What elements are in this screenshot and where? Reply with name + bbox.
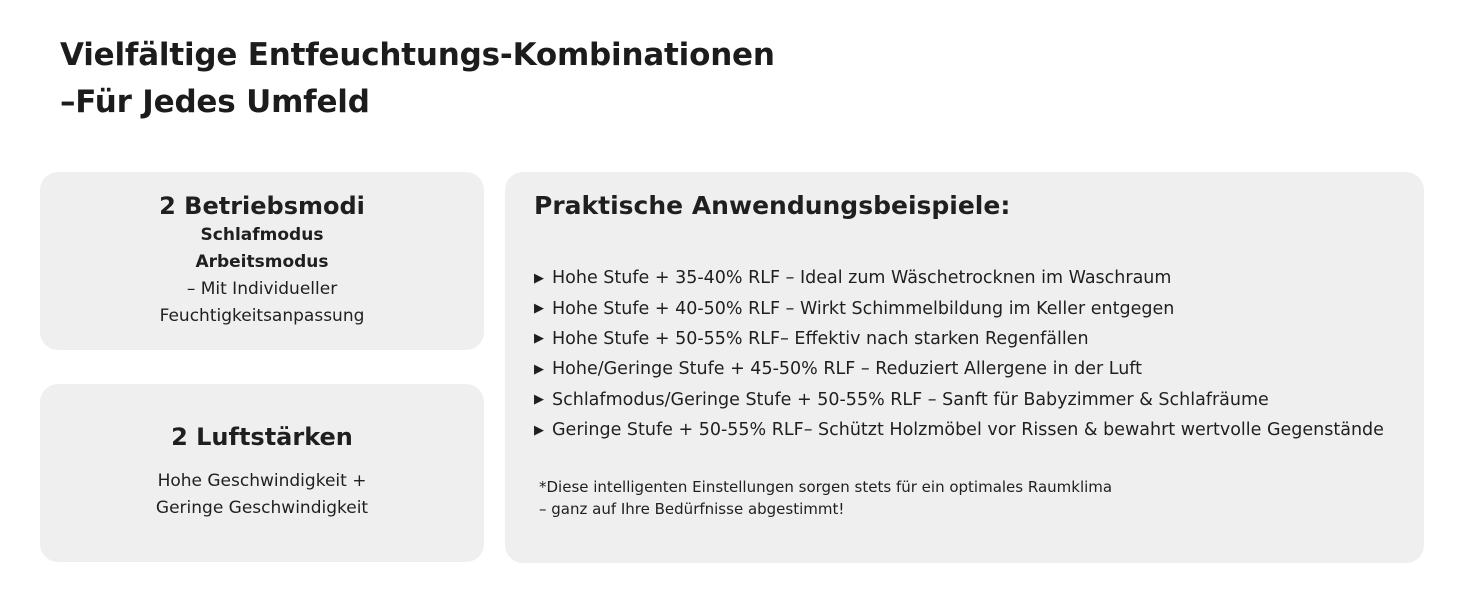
example-text: Schlafmodus/Geringe Stufe + 50-55% RLF – Sanft für Babyzimmer & Schlafräume — [552, 389, 1269, 410]
operating-modes-card — [40, 172, 484, 350]
example-text: Hohe Stufe + 50-55% RLF– Effektiv nach starken Regenfällen — [552, 328, 1089, 349]
air-speeds-heading: 2 Luftstärken — [171, 423, 353, 451]
play-triangle-icon: ▶ — [534, 331, 544, 347]
low-speed-label: Geringe Geschwindigkeit — [155, 498, 369, 518]
example-text: Hohe/Geringe Stufe + 45-50% RLF – Reduziert Allergene in der Luft — [552, 359, 1143, 380]
application-examples-list — [534, 263, 1424, 445]
footnote — [534, 476, 1424, 520]
list-item — [534, 385, 1424, 415]
list-item — [534, 324, 1424, 354]
list-item — [534, 415, 1424, 445]
list-item — [534, 293, 1424, 323]
work-mode-label: Arbeitsmodus — [195, 252, 329, 272]
example-text: Geringe Stufe + 50-55% RLF– Schützt Holzmöbel vor Rissen & bewahrt wertvolle Gegenstände — [552, 420, 1384, 441]
footnote-line-2: – ganz auf Ihre Bedürfnisse abgestimmt! — [539, 500, 845, 519]
play-triangle-icon: ▶ — [534, 392, 544, 408]
example-text: Hohe Stufe + 40-50% RLF – Wirkt Schimmelbildung im Keller entgegen — [552, 298, 1175, 319]
play-triangle-icon: ▶ — [534, 270, 544, 286]
application-examples-card — [505, 172, 1424, 563]
page-title-line-2: –Für Jedes Umfeld — [60, 84, 370, 120]
list-item — [534, 354, 1424, 384]
page-title — [60, 32, 960, 126]
application-examples-heading: Praktische Anwendungsbeispiele: — [534, 191, 1011, 220]
air-speeds-card — [40, 384, 484, 562]
list-item — [534, 263, 1424, 293]
play-triangle-icon: ▶ — [534, 301, 544, 317]
modes-note-line-2: Feuchtigkeitsanpassung — [159, 306, 365, 326]
footnote-line-1: *Diese intelligenten Einstellungen sorgen stets für ein optimales Raumklima — [539, 478, 1113, 497]
air-speeds-description — [40, 468, 484, 522]
play-triangle-icon: ▶ — [534, 422, 544, 438]
sleep-mode-label: Schlafmodus — [200, 225, 324, 245]
play-triangle-icon: ▶ — [534, 361, 544, 377]
operating-modes-heading: 2 Betriebsmodi — [159, 192, 365, 220]
modes-note-line-1: – Mit Individueller — [186, 279, 338, 299]
example-text: Hohe Stufe + 35-40% RLF – Ideal zum Wäschetrocknen im Waschraum — [552, 268, 1172, 289]
page-title-line-1: Vielfältige Entfeuchtungs-Kombinationen — [60, 37, 775, 73]
high-speed-label: Hohe Geschwindigkeit + — [157, 471, 367, 491]
